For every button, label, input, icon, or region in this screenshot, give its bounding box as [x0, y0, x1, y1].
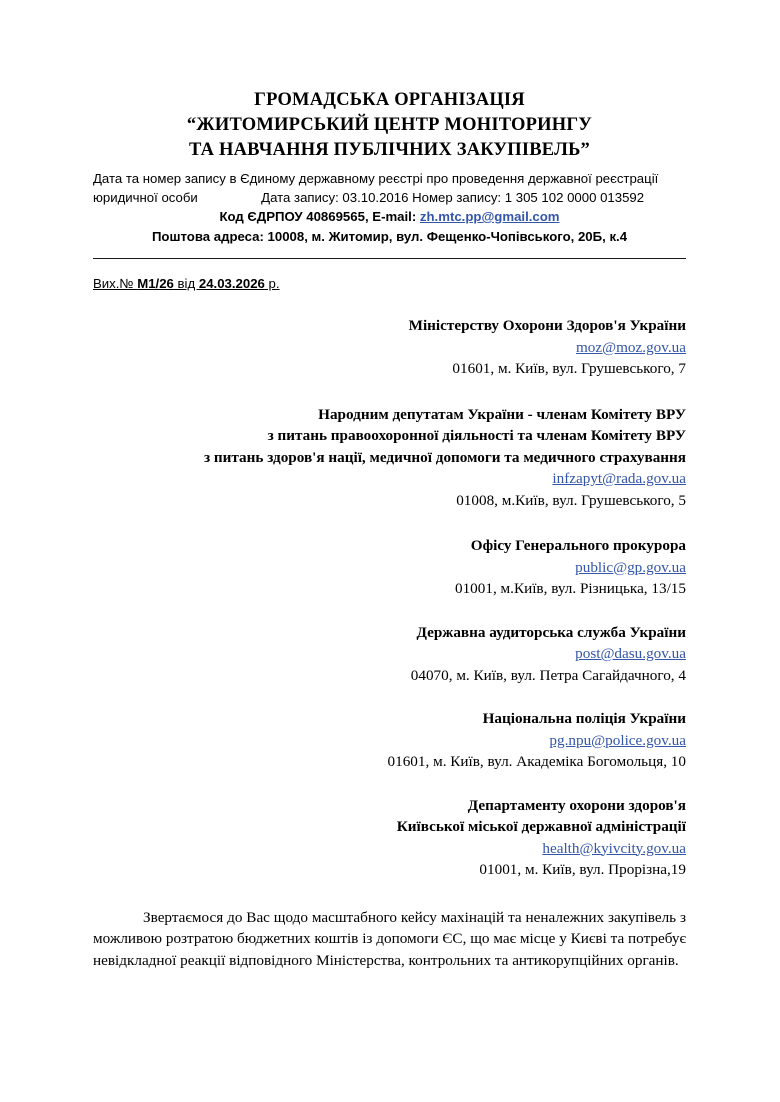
recipient-name-line-2: з питань правоохоронної діяльності та членам Комітету ВРУ [267, 427, 686, 444]
recipient-block [93, 404, 686, 512]
edrpou-and-email-line [93, 208, 686, 227]
recipient-block [93, 795, 686, 881]
recipient-block [93, 708, 686, 773]
letterhead [93, 0, 686, 163]
body-paragraph: Звертаємося до Вас щодо масштабного кейсу махінацій та неналежних закупівель з можливою розтратою бюджетних коштів із допомоги ЄС, що має місце у Києві та потребує невідкладної реакції відповідного Міністерства, контрольних та антикорупційних органів. [93, 908, 686, 969]
recipient-email-link[interactable]: health@kyivcity.gov.ua [542, 839, 686, 857]
organization-email-link[interactable]: zh.mtc.pp@gmail.com [419, 209, 560, 224]
registration-record-label: Дата та номер запису в Єдиному державному реєстрі про проведення державної реєстрації [93, 171, 659, 186]
document-content [93, 0, 686, 986]
organization-name-line-1: “ЖИТОМИРСЬКИЙ ЦЕНТР МОНІТОРИНГУ [186, 115, 593, 135]
recipient-email-link[interactable]: pg.npu@police.gov.ua [549, 731, 686, 749]
reference-date: 24.03.2026 [198, 276, 265, 291]
recipient-name: Народним депутатам України - членам Комітету ВРУ [318, 405, 686, 423]
edrpou-label: Код ЄДРПОУ 40869565, E-mail: [219, 209, 420, 224]
organization-name-line-2: ТА НАВЧАННЯ ПУБЛІЧНИХ ЗАКУПІВЕЛЬ” [189, 140, 590, 160]
recipient-address: 01601, м. Київ, вул. Грушевського, 7 [452, 360, 686, 377]
recipient-block [93, 315, 686, 380]
recipient-block [93, 622, 686, 687]
reference-number: M1/26 [137, 276, 174, 291]
reference-label: Вих.№ [93, 276, 138, 291]
recipient-email-link[interactable]: post@dasu.gov.ua [575, 645, 686, 662]
recipient-name-line-2: Київської міської державної адміністрації [396, 818, 686, 835]
reference-middle: від [173, 276, 199, 291]
recipient-name: Офісу Генерального прокурора [470, 537, 686, 554]
recipient-name: Національна поліція України [482, 710, 686, 727]
recipient-name-line-3: з питань здоров'я нації, медичної допомоги та медичного страхування [203, 448, 686, 466]
recipient-address: 01001, м.Київ, вул. Різницька, 13/15 [454, 580, 686, 597]
recipient-name: Державна аудиторська служба України [416, 623, 686, 641]
organization-type-line: ГРОМАДСЬКА ОРГАНІЗАЦІЯ [254, 90, 525, 110]
recipient-email-link[interactable]: moz@moz.gov.ua [575, 338, 686, 356]
recipient-block [93, 535, 686, 600]
registration-record-value [93, 189, 686, 208]
postal-address-line: Поштова адреса: 10008, м. Житомир, вул. Фещенко-Чопівського, 20Б, к.4 [151, 228, 628, 244]
recipient-email-link[interactable]: public@gp.gov.ua [575, 558, 686, 576]
registration-details [93, 170, 686, 246]
reference-number-line [93, 275, 686, 293]
recipient-name: Департаменту охорони здоров'я [467, 796, 686, 814]
recipient-name: Міністерству Охорони Здоров'я України [408, 317, 686, 334]
reference-suffix: р. [264, 276, 280, 291]
recipient-address: 01001, м. Київ, вул. Прорізна,19 [479, 861, 686, 878]
recipient-address: 01008, м.Київ, вул. Грушевського, 5 [456, 491, 686, 509]
registration-record-details: Дата запису: 03.10.2016 Номер запису: 1 305 102 0000 013592 [261, 189, 645, 205]
legal-entity-label: юридичної особи [93, 189, 198, 205]
recipient-address: 01601, м. Київ, вул. Академіка Богомольця, 10 [387, 753, 686, 770]
recipients-list [93, 315, 686, 881]
recipient-email-link[interactable]: infzapyt@rada.gov.ua [552, 470, 686, 487]
header-divider [93, 258, 686, 259]
recipient-address: 04070, м. Київ, вул. Петра Сагайдачного, 4 [410, 666, 686, 684]
